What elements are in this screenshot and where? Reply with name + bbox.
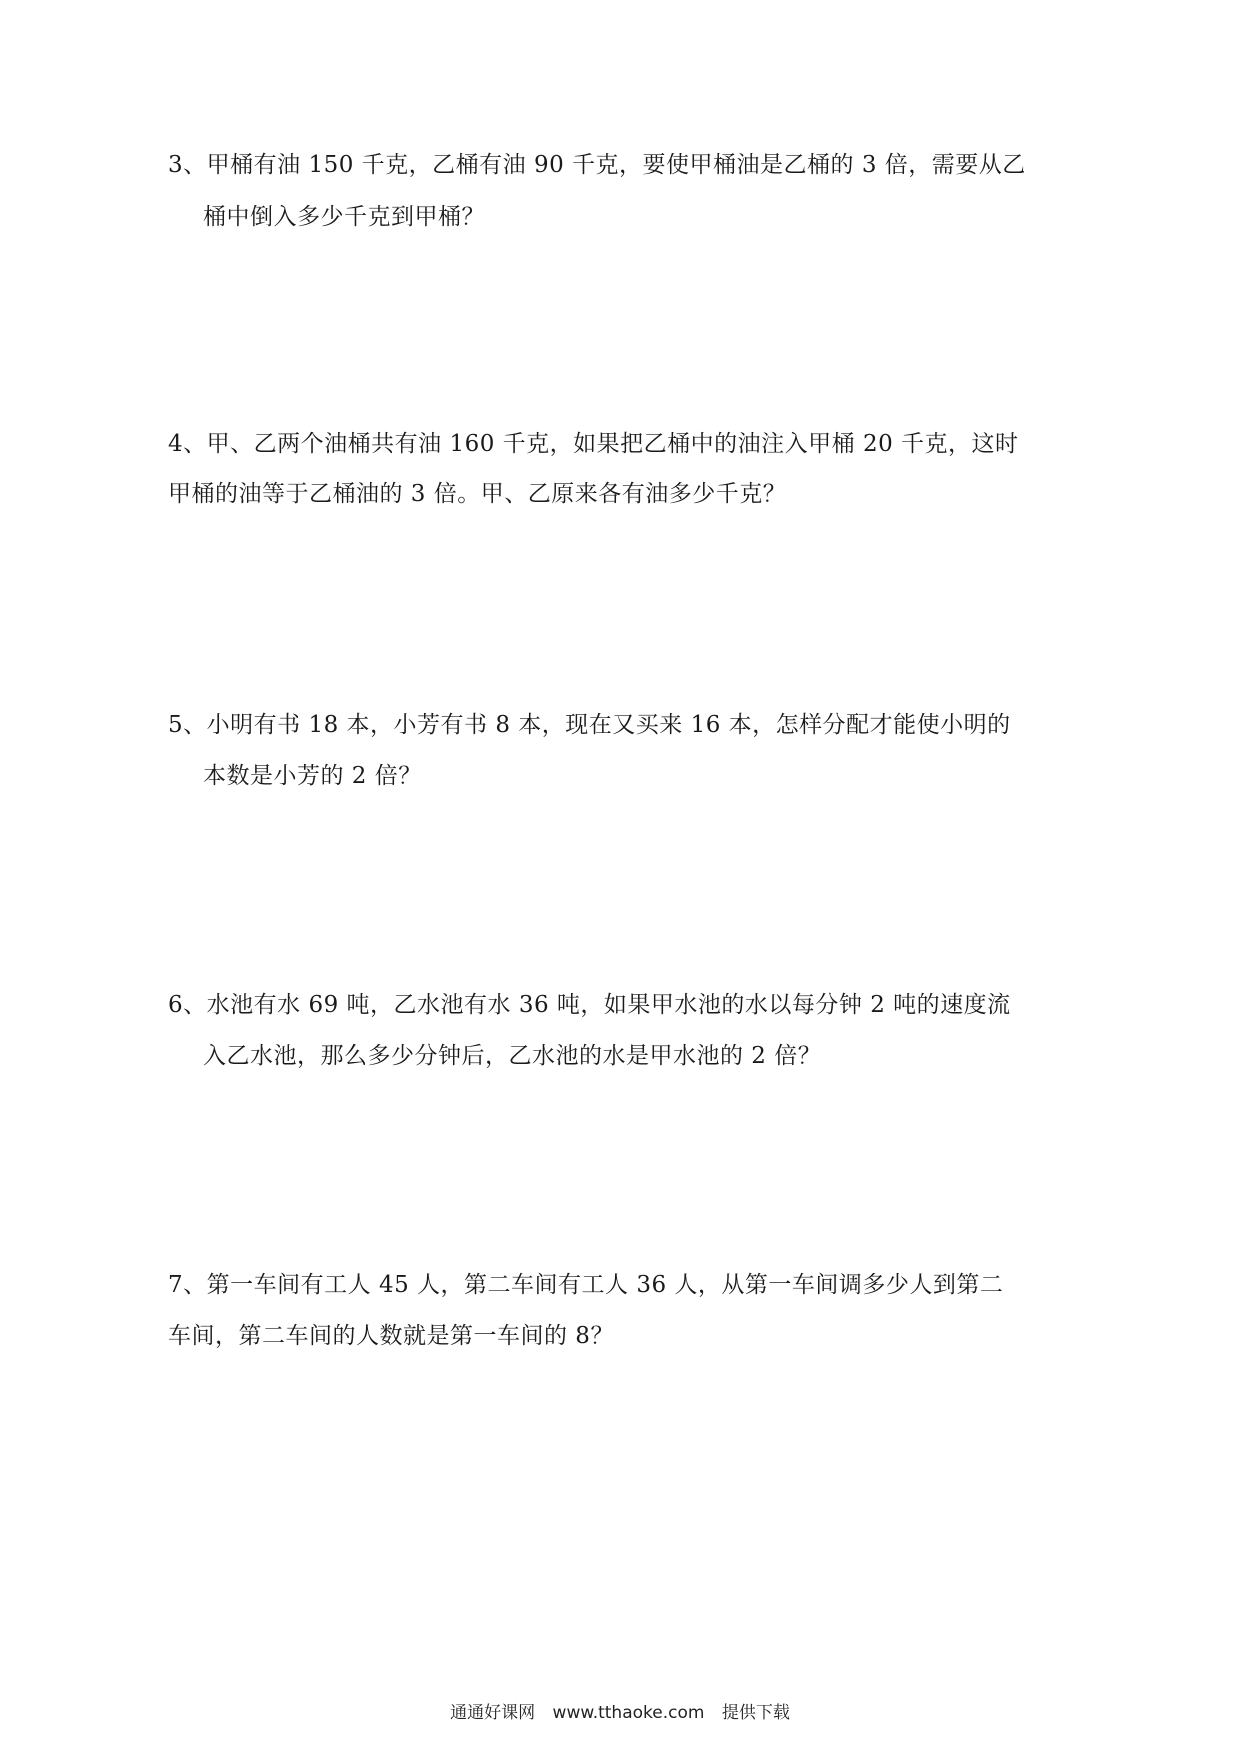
problem-7-line-2: 车间，第二车间的人数就是第一车间的 8？: [168, 1323, 614, 1349]
problem-6-line-1: 6、水池有水 69 吨，乙水池有水 36 吨，如果甲水池的水以每分钟 2 吨的速度流: [168, 992, 1011, 1018]
problem-5-line-1: 5、小明有书 18 本，小芳有书 8 本，现在又买来 16 本，怎样分配才能使小明的: [168, 712, 1011, 738]
problem-3-line-2: 桶中倒入多少千克到甲桶？: [203, 204, 485, 230]
problem-3-line-1: 3、甲桶有油 150 千克，乙桶有油 90 千克，要使甲桶油是乙桶的 3 倍，需要从乙: [168, 152, 1026, 178]
footer-site-name: 通通好课网: [450, 1703, 536, 1723]
footer-suffix: 提供下载: [721, 1703, 790, 1723]
problem-5-line-2: 本数是小芳的 2 倍？: [203, 763, 422, 789]
problem-7-line-1: 7、第一车间有工人 45 人，第二车间有工人 36 人，从第一车间调多少人到第二: [168, 1272, 1004, 1298]
page-footer: [0, 1702, 1240, 1724]
problem-6-line-2: 入乙水池，那么多少分钟后，乙水池的水是甲水池的 2 倍？: [203, 1043, 822, 1069]
footer-url: www.tthaoke.com: [552, 1703, 705, 1723]
problem-4-line-1: 4、甲、乙两个油桶共有油 160 千克，如果把乙桶中的油注入甲桶 20 千克，这时: [168, 431, 1019, 457]
problem-4-line-2: 甲桶的油等于乙桶油的 3 倍。甲、乙原来各有油多少千克？: [168, 481, 787, 507]
